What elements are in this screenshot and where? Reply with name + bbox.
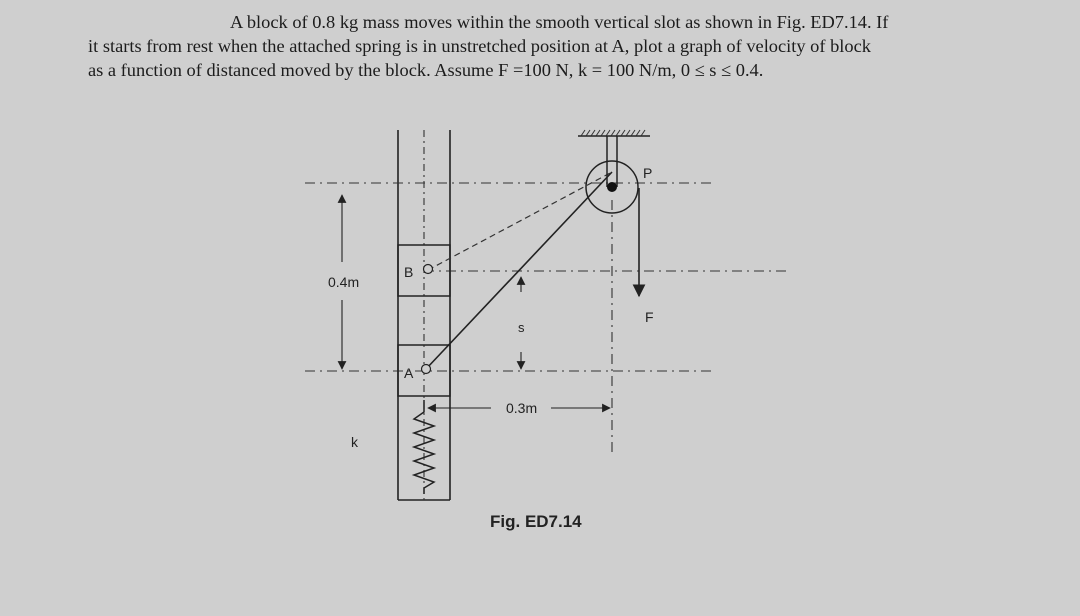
figure-caption: Fig. ED7.14 [490, 512, 582, 531]
reference-lines [305, 183, 790, 455]
pulley-support [578, 130, 653, 187]
height-label: 0.4m [328, 274, 360, 290]
pulley-axle [607, 182, 617, 192]
spring-label: k [351, 434, 358, 450]
point-b-label: B [404, 264, 414, 280]
problem-line-2: it starts from rest when the attached spring is in unstretched position at A, plot a graph of velocity of block [88, 36, 871, 56]
point-a-label: A [404, 365, 414, 381]
problem-line-3: as a function of distanced moved by the block. Assume F =100 N, k = 100 N/m, 0 ≤ s ≤ 0.4. [88, 60, 764, 80]
problem-line-1: A block of 0.8 kg mass moves within the smooth vertical slot as shown in Fig. ED7.14. If [230, 12, 889, 32]
pin-a [422, 365, 431, 374]
force-label: F [645, 309, 654, 325]
pin-b [424, 265, 433, 274]
ceiling-hatching [581, 130, 645, 136]
displacement-label: s [518, 320, 525, 335]
pulley-label: P [643, 165, 653, 181]
cable-from-b [428, 172, 612, 270]
horizontal-distance-label: 0.3m [506, 400, 538, 416]
